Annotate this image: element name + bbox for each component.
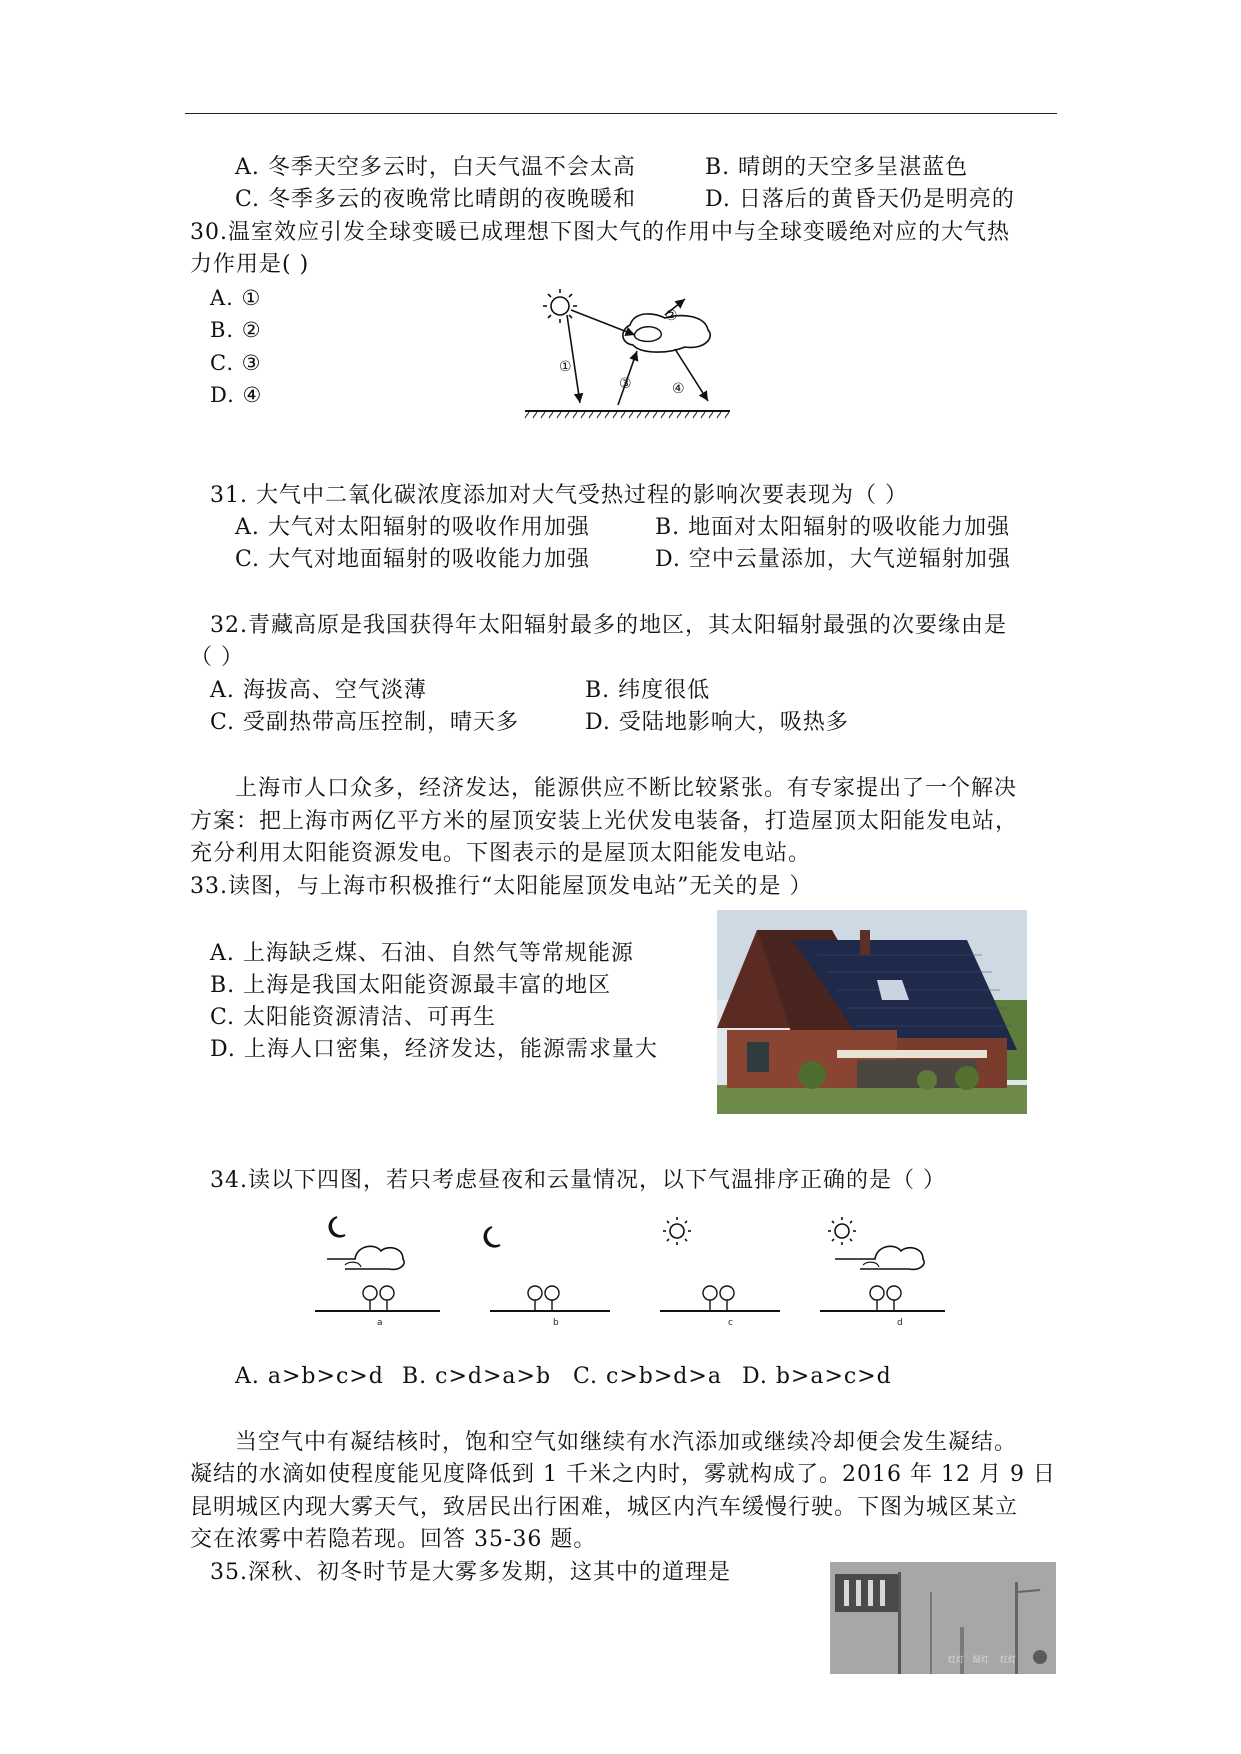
q31-option-a: A. 大气对太阳辐射的吸收作用加强 xyxy=(235,515,590,540)
q32-stem-line2: （ ） xyxy=(190,645,244,670)
label-3: ③ xyxy=(619,376,632,392)
q32-option-d: D. 受陆地影响大，吸热多 xyxy=(585,710,849,735)
fog-label-red-2: 红灯 xyxy=(1000,1655,1016,1664)
label-2: ② xyxy=(665,308,678,324)
q32-stem-line1: 32.青藏高原是我国获得年太阳辐射最多的地区，其太阳辐射最强的次要缘由是 xyxy=(210,613,1007,638)
atmosphere-heating-diagram xyxy=(515,285,735,430)
panel-b xyxy=(484,1227,610,1328)
q30-option-d: D. ④ xyxy=(210,383,263,407)
cloud-icon xyxy=(835,1246,924,1269)
fog-label-red-1: 红灯 xyxy=(948,1655,964,1664)
trees-icon xyxy=(528,1286,559,1310)
passage2-line1: 当空气中有凝结核时，饱和空气如继续有水汽添加或继续冷却便会发生凝结。 xyxy=(235,1430,1018,1455)
header-rule xyxy=(185,113,1057,114)
panel-c-label: c xyxy=(728,1318,733,1328)
panel-b-label: b xyxy=(553,1318,559,1328)
foggy-interchange-photo xyxy=(830,1562,1056,1674)
q34-stem: 34.读以下四图，若只考虑昼夜和云量情况，以下气温排序正确的是（ ） xyxy=(210,1168,946,1193)
arrow-sun-cloud xyxy=(571,310,635,335)
q35-stem: 35.深秋、初冬时节是大雾多发期，这其中的道理是 xyxy=(210,1560,731,1585)
trees-icon xyxy=(703,1286,734,1310)
panel-c xyxy=(660,1217,780,1328)
passage1-line1: 上海市人口众多，经济发达，能源供应不断比较紧张。有专家提出了一个解决 xyxy=(235,776,1018,801)
q29-option-d: D. 日落后的黄昏天仍是明亮的 xyxy=(705,187,1015,212)
q30-stem-line2: 力作用是( ) xyxy=(190,252,310,277)
q30-option-b: B. ② xyxy=(210,318,262,342)
passage1-line2: 方案：把上海市两亿平方米的屋顶安装上光伏发电装备，打造屋顶太阳能发电站， xyxy=(190,809,1019,834)
passage1-line3: 充分利用太阳能资源发电。下图表示的是屋顶太阳能发电站。 xyxy=(190,841,812,866)
label-4: ④ xyxy=(672,381,685,397)
q29-option-b: B. 晴朗的天空多呈湛蓝色 xyxy=(705,155,969,180)
q31-stem: 31. 大气中二氧化碳浓度添加对大气受热过程的影响次要表现为（ ） xyxy=(210,483,908,508)
q32-option-a: A. 海拔高、空气淡薄 xyxy=(210,678,427,703)
q33-option-b: B. 上海是我国太阳能资源最丰富的地区 xyxy=(210,973,612,998)
panel-a xyxy=(315,1217,440,1328)
label-1: ① xyxy=(559,359,572,375)
q32-option-b: B. 纬度很低 xyxy=(585,678,711,703)
trees-icon xyxy=(870,1286,901,1310)
four-weather-diagrams xyxy=(315,1215,965,1340)
panel-d-label: d xyxy=(897,1318,903,1328)
q34-option-d: D. b>a>c>d xyxy=(742,1364,892,1389)
passage2-line3: 昆明城区内现大雾天气，致居民出行困难，城区内汽车缓慢行驶。下图为城区某立 xyxy=(190,1495,1019,1520)
q33-option-c: C. 太阳能资源清洁、可再生 xyxy=(210,1005,497,1030)
q31-option-c: C. 大气对地面辐射的吸收能力加强 xyxy=(235,547,591,572)
panel-a-label: a xyxy=(377,1318,383,1328)
q34-option-b: B. c>d>a>b xyxy=(402,1364,552,1389)
sun-icon xyxy=(543,289,577,323)
moon-icon xyxy=(329,1217,345,1237)
q33-option-d: D. 上海人口密集，经济发达，能源需求量大 xyxy=(210,1037,658,1062)
sun-icon xyxy=(828,1217,856,1245)
passage2-line4: 交在浓雾中若隐若现。回答 35-36 题。 xyxy=(190,1527,597,1552)
sun-icon xyxy=(663,1217,691,1245)
q33-stem: 33.读图，与上海市积极推行“太阳能屋顶发电站”无关的是 ） xyxy=(190,874,813,899)
fog-label-green: 绿灯 xyxy=(973,1655,989,1664)
q34-option-c: C. c>b>d>a xyxy=(573,1364,722,1389)
q29-option-c: C. 冬季多云的夜晚常比晴朗的夜晚暖和 xyxy=(235,187,637,212)
passage2-line2: 凝结的水滴如使程度能见度降低到 1 千米之内时，雾就构成了。2016 年 12 月 9 日 xyxy=(190,1462,1056,1487)
moon-icon xyxy=(484,1227,500,1247)
q31-option-b: B. 地面对太阳辐射的吸收能力加强 xyxy=(655,515,1011,540)
cloud-icon xyxy=(327,1246,404,1269)
q32-option-c: C. 受副热带高压控制，晴天多 xyxy=(210,710,520,735)
trees-icon xyxy=(363,1286,394,1310)
q33-option-a: A. 上海缺乏煤、石油、自然气等常规能源 xyxy=(210,941,634,966)
q34-option-a: A. a>b>c>d xyxy=(235,1364,384,1389)
q29-option-a: A. 冬季天空多云时，白天气温不会太高 xyxy=(235,155,636,180)
q30-stem-line1: 30.温室效应引发全球变暖已成理想下图大气的作用中与全球变暖绝对应的大气热 xyxy=(190,220,1010,245)
q30-option-c: C. ③ xyxy=(210,351,262,375)
q31-option-d: D. 空中云量添加，大气逆辐射加强 xyxy=(655,547,1011,572)
panel-d xyxy=(820,1217,945,1328)
solar-roof-house-photo xyxy=(717,910,1027,1114)
q30-option-a: A. ① xyxy=(210,286,262,310)
